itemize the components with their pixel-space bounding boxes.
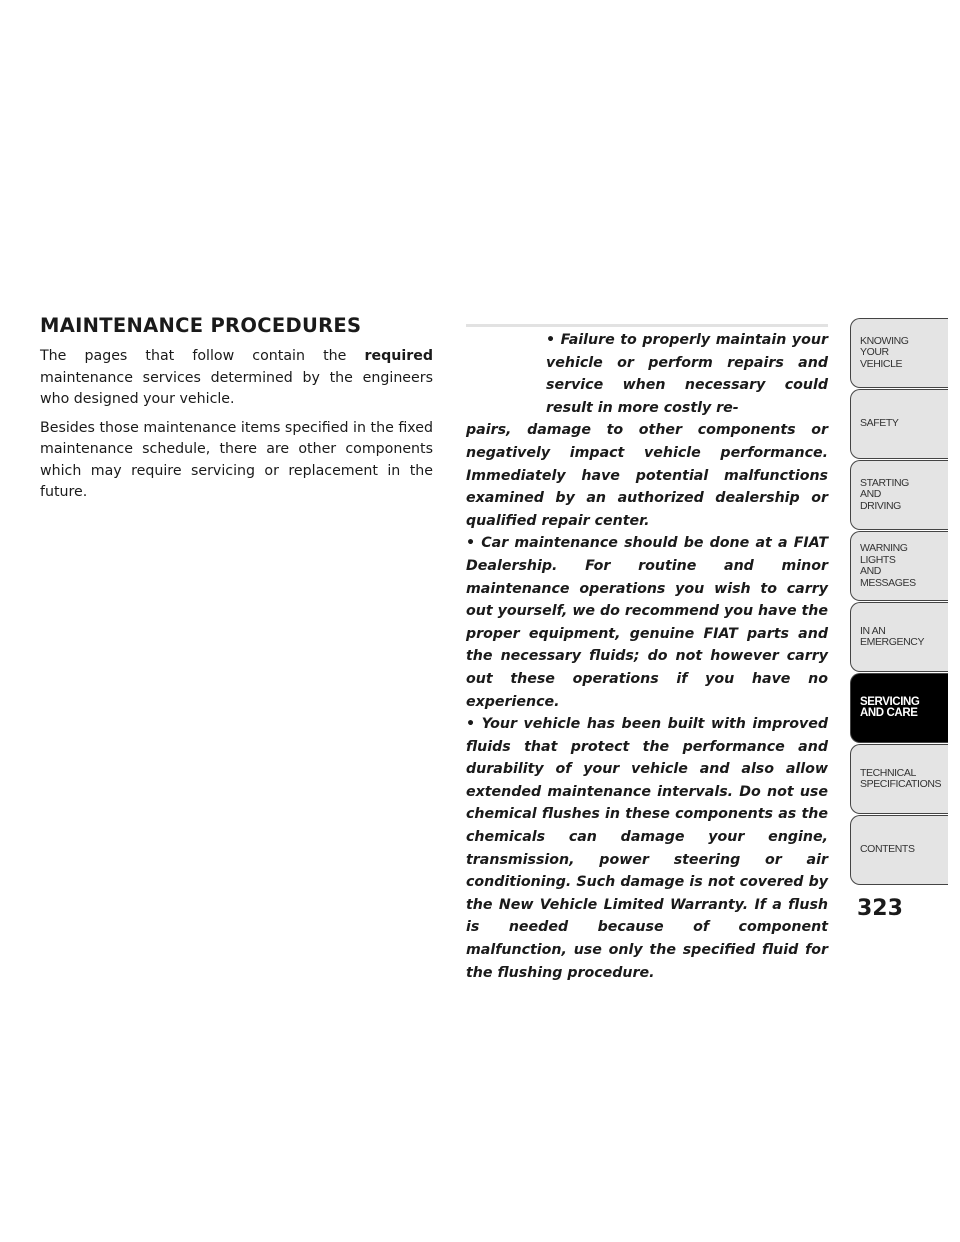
tab-in-an-emergency[interactable]	[850, 602, 948, 672]
warning-item-2: • Car maintenance should be done at a FIAT Dealership. For routine and minor maintenance operations you wish to carry out yourself, we do recommend you have the proper equipment, genuine FIAT parts and the necessary fluids; do not however carry out these operations if you have no experience.	[466, 535, 829, 710]
tab-contents[interactable]	[850, 815, 948, 885]
text: maintenance services determined by the engineers who designed your vehicle.	[40, 369, 433, 407]
tab-label: SERVICING	[860, 695, 920, 708]
tab-label: MESSAGES	[860, 576, 916, 589]
tab-label: AND	[860, 488, 881, 501]
tab-safety[interactable]	[850, 389, 948, 459]
tab-label: YOUR	[860, 346, 889, 359]
tab-label: KNOWING	[860, 334, 909, 347]
text: The pages that follow contain the	[40, 348, 365, 364]
warning-item-1-rest: pairs, damage to other components or negatively impact vehicle performance. Immediately have potential malfunctions examined by an authorized dealership or qualified repair center.	[466, 422, 828, 529]
intro-paragraph	[40, 346, 433, 411]
tab-label: EMERGENCY	[860, 636, 925, 648]
warning-box	[466, 324, 828, 984]
section-heading: MAINTENANCE PROCEDURES	[40, 314, 362, 337]
tab-label: SPECIFICATIONS	[860, 778, 942, 790]
warning-divider	[466, 324, 828, 327]
chapter-tabs	[850, 318, 948, 886]
tab-label: TECHNICAL	[860, 766, 916, 779]
tab-label: VEHICLE	[860, 357, 903, 370]
tab-label: WARNING	[860, 542, 908, 554]
tab-technical-specifications[interactable]	[850, 744, 948, 814]
tab-label: CONTENTS	[860, 843, 915, 856]
tab-warning-lights-and-messages[interactable]	[850, 531, 948, 601]
tab-servicing-and-care[interactable]	[850, 673, 948, 743]
components-paragraph: Besides those maintenance items specified in the fixed maintenance schedule, there are other components which may require servicing or replacement in the future.	[40, 419, 433, 500]
emphasis: required	[364, 348, 433, 364]
tab-knowing-your-vehicle[interactable]	[850, 318, 948, 388]
tab-label: DRIVING	[860, 499, 901, 512]
page-number: 323	[857, 896, 903, 921]
tab-starting-and-driving[interactable]	[850, 460, 948, 530]
tab-label: AND CARE	[860, 707, 918, 719]
tab-label: AND	[860, 565, 881, 577]
tab-label: STARTING	[860, 476, 909, 489]
tab-label: SAFETY	[860, 417, 899, 430]
warning-item-3: • Your vehicle has been built with improved fluids that protect the performance and durability of your vehicle and also allow extended maintenance intervals. Do not use chemical flushes in these components as the chemicals can damage your engine, transmission, power steering or air conditioning. Such damage is not covered by the New Vehicle Limited Warranty. If a flush is needed because of component malfunction, use only the specified fluid for the flushing procedure.	[466, 716, 828, 981]
warning-item-1-lead: • Failure to properly maintain your vehicle or perform repairs and service when necessary could result in more costly re-	[546, 332, 828, 416]
left-column	[40, 314, 433, 511]
tab-label: IN AN	[860, 624, 886, 637]
tab-label: LIGHTS	[860, 553, 896, 566]
